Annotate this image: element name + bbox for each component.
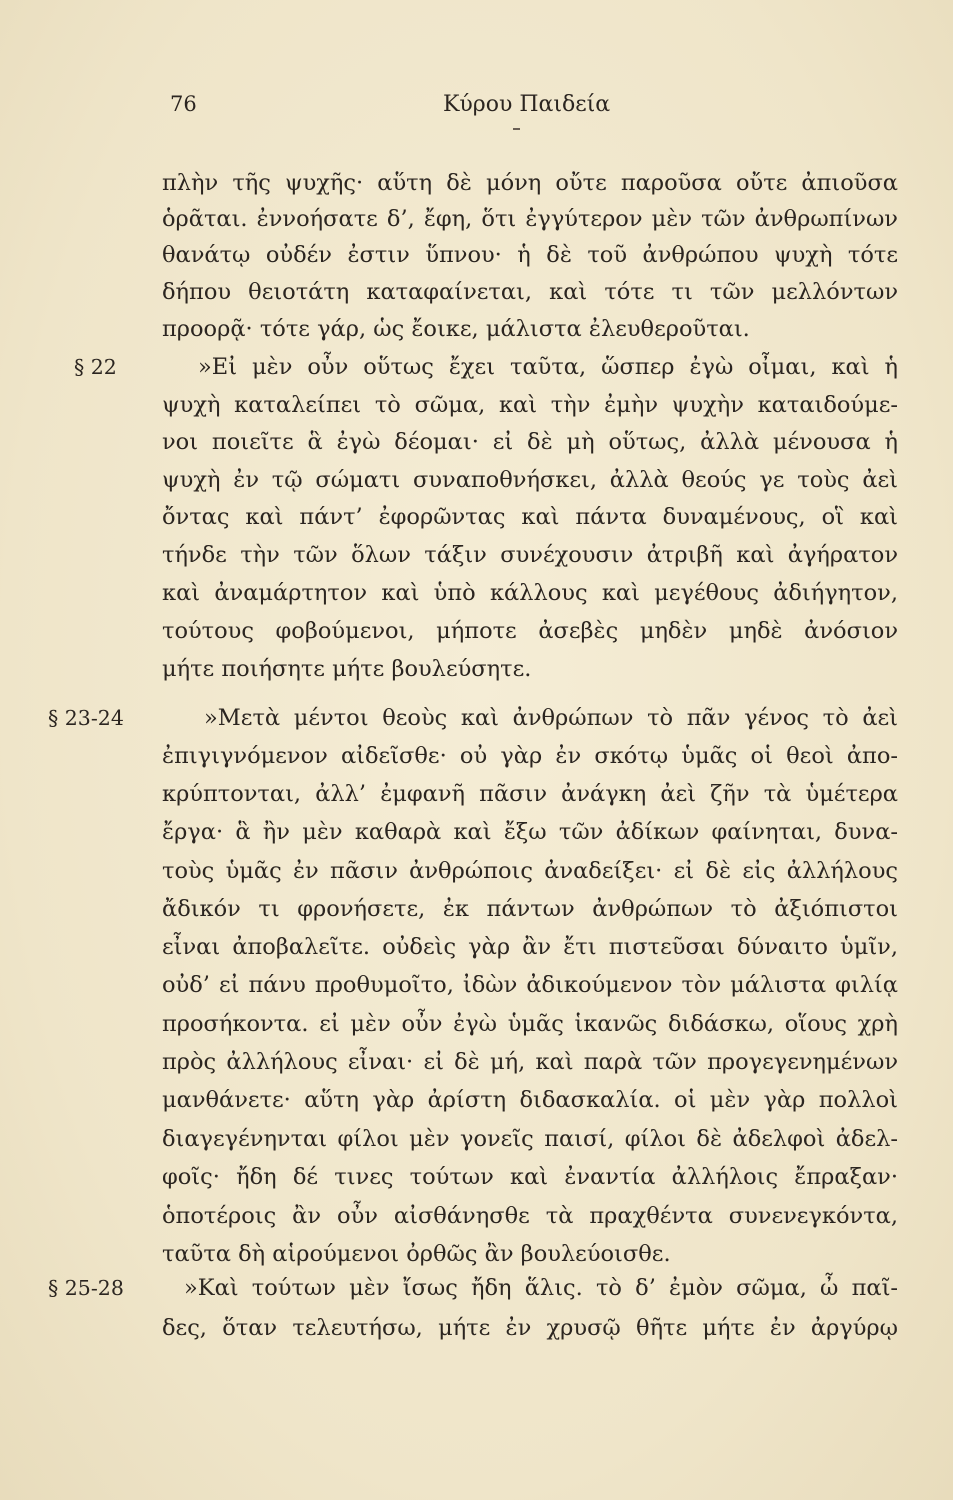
section-marker-22: § 22 [74,355,117,379]
text-line: »Μετὰ μέντοι θεοὺς καὶ ἀνθρώπων τὸ πᾶν γένος τὸ ἀεὶ [204,705,898,731]
text-line: ταῦτα δὴ αἱρούμενοι ὀρθῶς ἂν βουλεύοισθε. [162,1241,671,1267]
text-line: δήπου θειοτάτη καταφαίνεται, καὶ τότε τι τῶν μελλόντων [162,279,898,305]
page-number: 76 [170,92,197,116]
text-line: προσήκοντα. εἰ μὲν οὖν ἐγὼ ὑμᾶς ἱκανῶς διδάσκω, οἵους χρὴ [162,1011,898,1037]
text-line: καὶ ἀναμάρτητον καὶ ὑπὸ κάλλους καὶ μεγέθους ἀδιήγητον, [162,580,898,606]
text-line: ἄδικόν τι φρονήσετε, ἐκ πάντων ἀνθρώπων τὸ ἀξιόπιστοι [162,896,898,922]
text-line: φοῖς· ἤδη δέ τινες τούτων καὶ ἐναντία ἀλλήλοις ἔπραξαν· [162,1164,898,1190]
text-line: ψυχὴ ἐν τῷ σώματι συναποθνήσκει, ἀλλὰ θεούς γε τοὺς ἀεὶ [162,467,898,493]
text-line: ψυχὴ καταλείπει τὸ σῶμα, καὶ τὴν ἐμὴν ψυχὴν καταιδούμε- [162,392,898,418]
text-line: θανάτῳ οὐδέν ἐστιν ὕπνου· ἡ δὲ τοῦ ἀνθρώπου ψυχὴ τότε [162,242,898,268]
text-line: εἶναι ἀποβαλεῖτε. οὐδεὶς γὰρ ἂν ἔτι πιστεῦσαι δύναιτο ὑμῖν, [162,934,898,960]
text-line: μανθάνετε· αὕτη γὰρ ἀρίστη διδασκαλία. οἱ μὲν γὰρ πολλοὶ [162,1087,898,1113]
text-line: πλὴν τῆς ψυχῆς· αὕτη δὲ μόνη οὔτε παροῦσα οὔτε ἀπιοῦσα [162,170,898,196]
ink-mark [513,128,520,130]
text-line: ὁρᾶται. ἐννοήσατε δ’, ἔφη, ὅτι ἐγγύτερον μὲν τῶν ἀνθρωπίνων [162,206,898,232]
running-title: Κύρου Παιδεία [443,92,611,117]
text-line: νοι ποιεῖτε ἃ ἐγὼ δέομαι· εἰ δὲ μὴ οὕτως, ἀλλὰ μένουσα ἡ [162,429,898,455]
text-line: τήνδε τὴν τῶν ὅλων τάξιν συνέχουσιν ἀτριβῆ καὶ ἀγήρατον [162,542,898,568]
text-line: πρὸς ἀλλήλους εἶναι· εἰ δὲ μή, καὶ παρὰ τῶν προγεγενημένων [162,1049,898,1075]
text-line: »Εἰ μὲν οὖν οὕτως ἔχει ταῦτα, ὥσπερ ἐγὼ οἶμαι, καὶ ἡ [198,354,898,380]
text-line: μήτε ποιήσητε μήτε βουλεύσητε. [162,656,532,682]
section-marker-23-24: § 23-24 [48,706,124,730]
text-line: τούτους φοβούμενοι, μήποτε ἀσεβὲς μηδὲν μηδὲ ἀνόσιον [162,618,898,644]
text-line: ὁποτέροις ἂν οὖν αἰσθάνησθε τὰ πραχθέντα συνενεγκόντα, [162,1203,898,1229]
text-line: ἐπιγιγνόμενον αἰδεῖσθε· οὐ γὰρ ἐν σκότῳ ὑμᾶς οἱ θεοὶ ἀπο- [162,743,898,769]
text-line: οὐδ’ εἰ πάνυ προθυμοῖτο, ἰδὼν ἀδικούμενον τὸν μάλιστα φιλίᾳ [162,972,898,998]
text-line: τοὺς ὑμᾶς ἐν πᾶσιν ἀνθρώποις ἀναδείξει· εἰ δὲ εἰς ἀλλήλους [162,858,898,884]
text-line: ἔργα· ἃ ἢν μὲν καθαρὰ καὶ ἔξω τῶν ἀδίκων φαίνηται, δυνα- [162,819,898,845]
text-line: προορᾷ· τότε γάρ, ὡς ἔοικε, μάλιστα ἐλευθεροῦται. [162,316,750,342]
text-line: ὄντας καὶ πάντ’ ἐφορῶντας καὶ πάντα δυναμένους, οἳ καὶ [162,504,898,530]
page-header [0,92,953,132]
text-line: δες, ὅταν τελευτήσω, μήτε ἐν χρυσῷ θῆτε μήτε ἐν ἀργύρῳ [162,1315,898,1341]
section-marker-25-28: § 25-28 [48,1276,124,1300]
text-line: διαγεγένηνται φίλοι μὲν γονεῖς παισί, φίλοι δὲ ἀδελφοὶ ἀδελ- [162,1126,898,1152]
text-line: κρύπτονται, ἀλλ’ ἐμφανῆ πᾶσιν ἀνάγκη ἀεὶ ζῆν τὰ ὑμέτερα [162,781,898,807]
text-line: »Καὶ τούτων μὲν ἴσως ἤδη ἅλις. τὸ δ’ ἐμὸν σῶμα, ὦ παῖ- [184,1275,898,1301]
